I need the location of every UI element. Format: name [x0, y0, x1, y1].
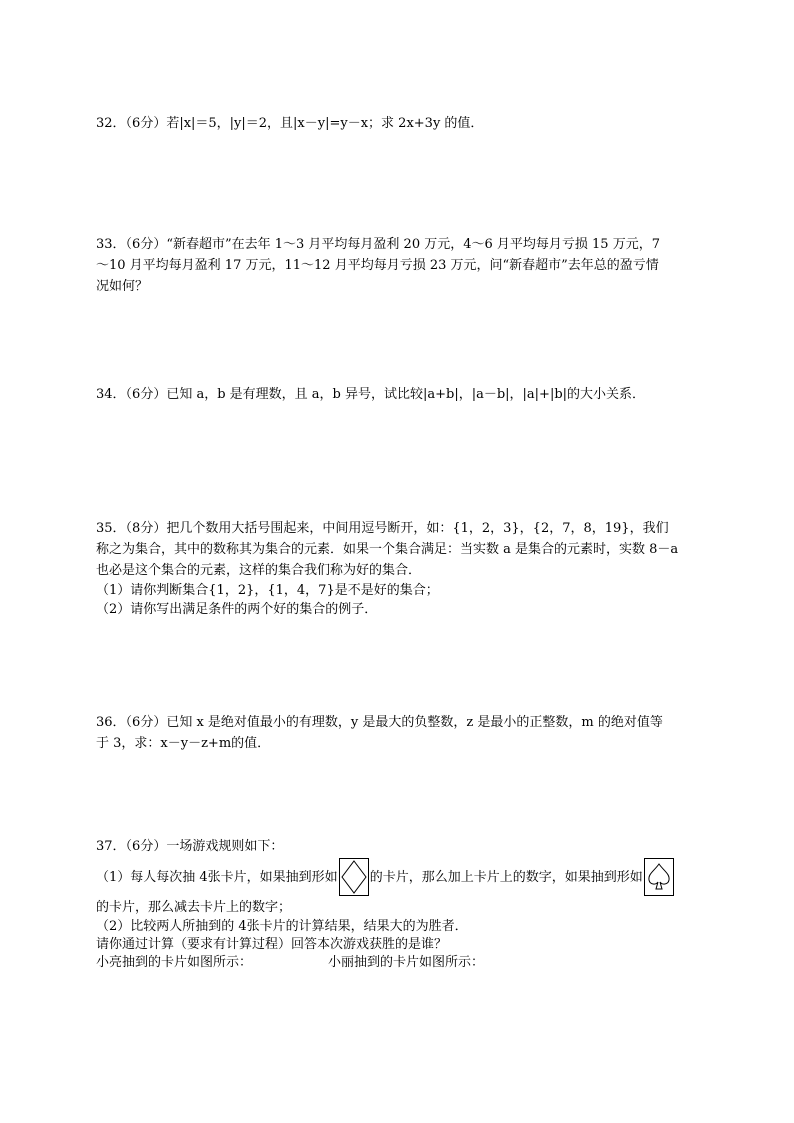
q35-line-3: 也必是这个集合的元素，这样的集合我们称为好的集合． [96, 563, 422, 578]
q33-line-1: 33．（6分）“新春超市”在去年 1～3 月平均每月盈利 20 万元，4～6 月平均每月亏损 15 万元，7 [96, 237, 660, 252]
question-37 [96, 836, 706, 972]
q37-rule-1-a: （1）每人每次抽 4张卡片，如果抽到形如 [96, 869, 338, 885]
q32-text: 32．（6分）若|x|＝5，|y|＝2，且|x－y|=y－x；求 2x+3y 的值． [96, 116, 484, 131]
q37-rule-2: （2）比较两人所抽到的 4张卡片的计算结果，结果大的为胜者． [96, 919, 468, 934]
question-35 [96, 518, 706, 619]
q37-rule-1-b: 的卡片，那么加上卡片上的数字，如果抽到形如 [369, 869, 643, 885]
q37-rule-1-c: 的卡片，那么减去卡片上的数字； [96, 900, 292, 915]
q34-text: 34．（6分）已知 a，b 是有理数，且 a，b 异号，试比较|a+b|，|a－b|，|a|+|b|的大小关系． [96, 387, 646, 402]
question-34 [96, 384, 706, 405]
spade-card-icon [644, 858, 674, 896]
q35-line-2: 称之为集合，其中的数称其为集合的元素．如果一个集合满足：当实数 a 是集合的元素时，实数 8－a [96, 542, 679, 557]
question-36 [96, 712, 706, 754]
q35-line-1: 35．（8分）把几个数用大括号围起来，中间用逗号断开，如：{1，2，3}，{2，7，8，19}，我们 [96, 521, 669, 536]
q37-rule-1-row [96, 857, 706, 897]
q37-cards-labels [96, 954, 706, 972]
q37-xiaoli-label: 小丽抽到的卡片如图所示： [328, 955, 485, 970]
q37-ask: 请你通过计算（要求有计算过程）回答本次游戏获胜的是谁？ [96, 937, 448, 952]
question-32 [96, 113, 706, 134]
q33-line-2: ～10 月平均每月盈利 17 万元，11～12 月平均每月亏损 23 万元，问“新春超市”去年总的盈亏情 [96, 258, 659, 273]
q33-line-3: 况如何？ [96, 279, 149, 294]
q37-xiaoliang-label: 小亮抽到的卡片如图所示： [96, 955, 253, 970]
q36-line-2: 于 3，求：x－y－z+m的值． [96, 736, 271, 751]
q37-title: 37．（6分）一场游戏规则如下： [96, 839, 284, 854]
diamond-card-icon [339, 858, 369, 896]
q35-part-2: （2）请你写出满足条件的两个好的集合的例子． [96, 602, 378, 617]
q36-line-1: 36．（6分）已知 x 是绝对值最小的有理数，y 是最大的负整数，z 是最小的正整数，m 的绝对值等 [96, 715, 663, 730]
q35-part-1: （1）请你判断集合{1，2}，{1，4，7}是不是好的集合； [96, 583, 439, 598]
question-33 [96, 234, 706, 297]
